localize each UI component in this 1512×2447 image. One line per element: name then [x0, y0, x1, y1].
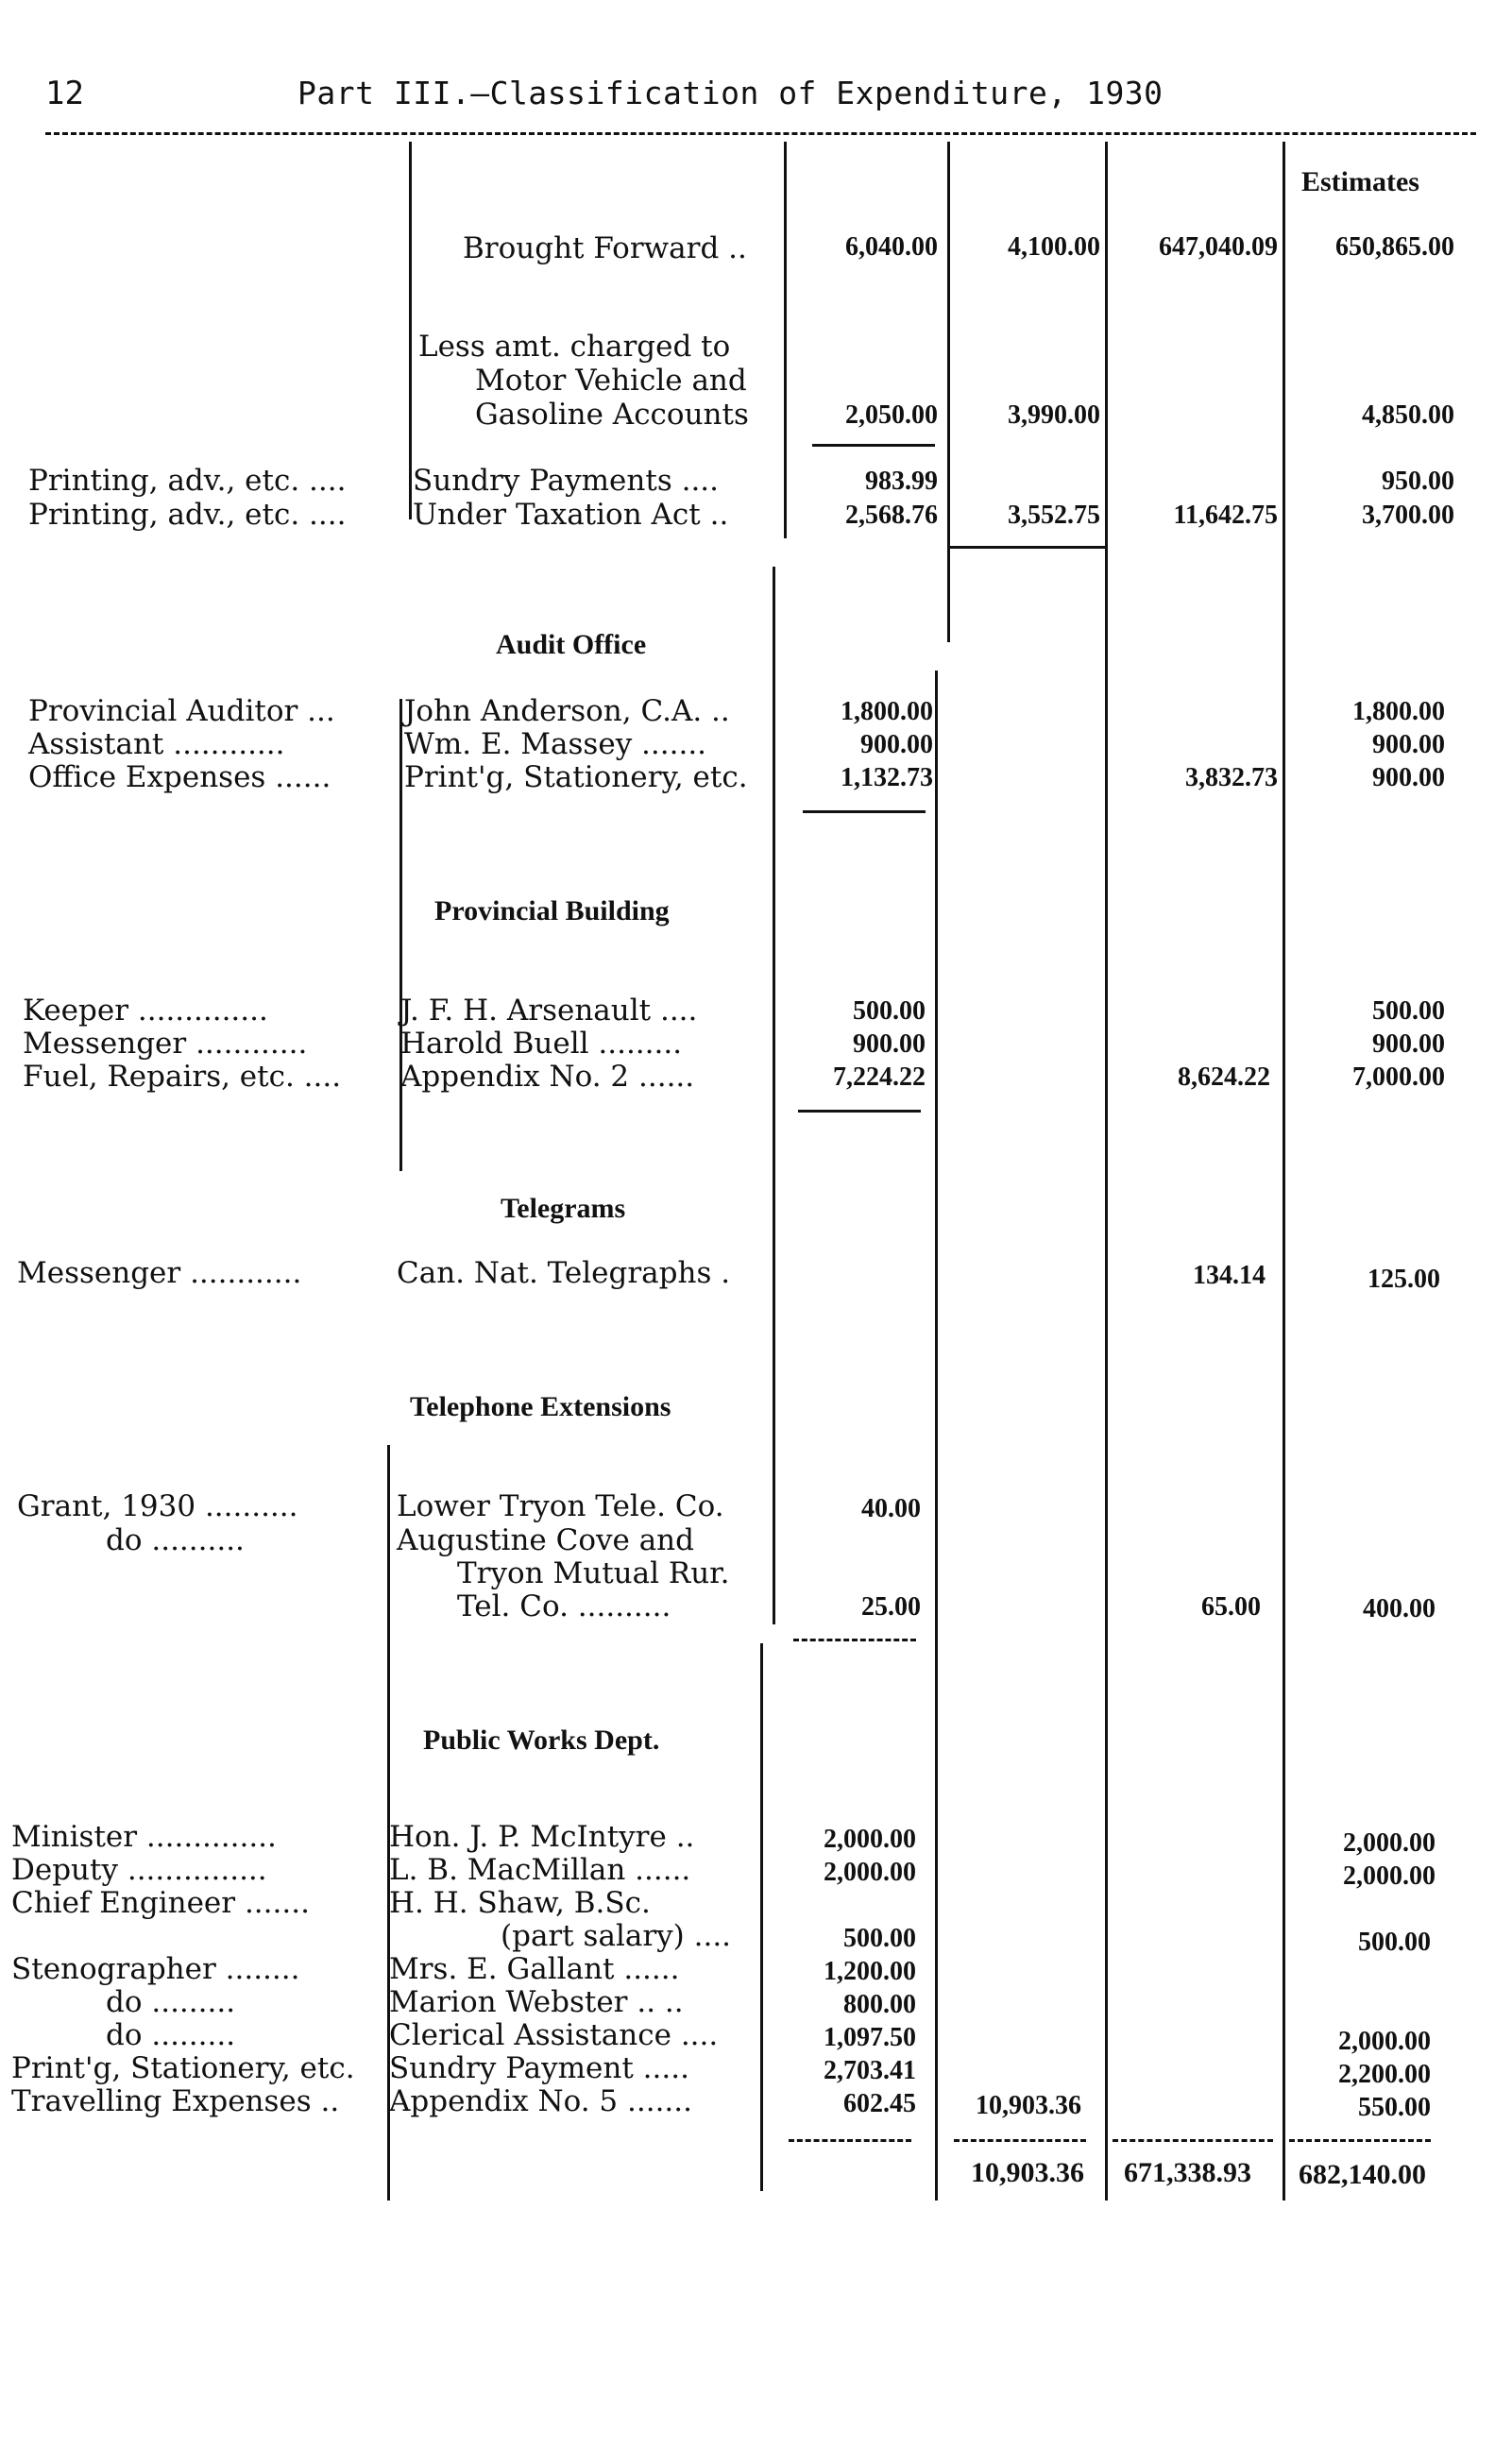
building-row-1-c2: J. F. H. Arsenault .... [400, 994, 698, 1028]
total-c6: 682,140.00 [1299, 2159, 1426, 2190]
tele-row-1-c1: Grant, 1930 .......... [17, 1489, 298, 1523]
audit-row-1-c6: 1,800.00 [1352, 697, 1445, 726]
building-row-2-c1: Messenger ............ [23, 1027, 308, 1061]
printing-row-2-c1: Printing, adv., etc. .... [28, 498, 347, 532]
printing-row-1-c6: 950.00 [1382, 467, 1454, 496]
brought-forward-c3: 6,040.00 [845, 232, 938, 262]
rule-telephone [793, 1639, 916, 1641]
brought-forward-c5: 647,040.09 [1159, 232, 1278, 262]
audit-row-1-c2: John Anderson, C.A. .. [404, 694, 730, 728]
building-row-2-c6: 900.00 [1372, 1029, 1445, 1059]
audit-row-3-c1: Office Expenses ...... [28, 760, 331, 794]
pw-row-7-c6: 2,000.00 [1338, 2027, 1431, 2056]
pw-row-7-c1: do ......... [106, 2018, 236, 2052]
pw-row-7-c2: Clerical Assistance .... [389, 2018, 719, 2052]
printing-row-2-c5: 11,642.75 [1173, 501, 1278, 530]
pw-row-6-c3: 800.00 [843, 1990, 916, 2019]
telegrams-row-1-c1: Messenger ............ [17, 1256, 302, 1290]
building-row-1-c3: 500.00 [853, 996, 926, 1026]
less-amt-c6: 4,850.00 [1362, 400, 1454, 430]
pw-row-3-c2: H. H. Shaw, B.Sc. [389, 1886, 651, 1920]
printing-row-2-c3: 2,568.76 [845, 501, 938, 530]
col-rule-3 [784, 142, 787, 538]
audit-row-2-c2: Wm. E. Massey ....... [404, 727, 707, 761]
col-rule-2b [399, 699, 402, 1171]
pw-row-5-c1: Stenographer ........ [11, 1952, 300, 1986]
printing-row-1-c3: 983.99 [865, 467, 938, 496]
pw-row-4-c3: 500.00 [843, 1924, 916, 1953]
pw-row-1-c2: Hon. J. P. McIntyre .. [389, 1820, 695, 1854]
tele-row-4-c3: 25.00 [861, 1592, 921, 1622]
pw-row-2-c1: Deputy ............... [11, 1853, 267, 1887]
rule-less-amt [812, 444, 935, 447]
pw-row-4-c6: 500.00 [1358, 1928, 1431, 1957]
building-row-3-c6: 7,000.00 [1352, 1062, 1445, 1092]
building-row-3-c1: Fuel, Repairs, etc. .... [23, 1060, 342, 1094]
provincial-building-heading: Provincial Building [434, 895, 670, 926]
pw-row-3-c1: Chief Engineer ....... [11, 1886, 310, 1920]
tele-row-2-c1: do .......... [106, 1523, 245, 1557]
pw-row-7-c3: 1,097.50 [824, 2023, 916, 2052]
less-amt-c3: 2,050.00 [845, 400, 938, 430]
estimates-label: Estimates [1301, 166, 1419, 197]
pw-row-9-c6: 550.00 [1358, 2093, 1431, 2122]
building-row-3-c2: Appendix No. 2 ...... [400, 1060, 695, 1094]
building-row-3-c5: 8,624.22 [1178, 1062, 1270, 1092]
audit-row-2-c3: 900.00 [860, 730, 933, 759]
header-rule [45, 132, 1476, 135]
building-row-2-c2: Harold Buell ......... [400, 1027, 683, 1061]
pw-row-2-c3: 2,000.00 [824, 1858, 916, 1887]
public-works-heading: Public Works Dept. [423, 1725, 660, 1756]
telegrams-row-1-c2: Can. Nat. Telegraphs . [397, 1256, 731, 1290]
pw-row-2-c2: L. B. MacMillan ...... [389, 1853, 691, 1887]
col-rule-4 [947, 142, 950, 642]
rule-totals-c3 [789, 2139, 911, 2142]
telegrams-row-1-c6: 125.00 [1368, 1265, 1440, 1294]
pw-row-8-c1: Print'g, Stationery, etc. [11, 2051, 355, 2085]
audit-row-3-c2: Print'g, Stationery, etc. [404, 760, 748, 794]
pw-row-5-c2: Mrs. E. Gallant ...... [389, 1952, 680, 1986]
total-c5: 671,338.93 [1124, 2157, 1251, 2188]
rule-totals-c6 [1289, 2139, 1431, 2142]
telegrams-heading: Telegrams [501, 1193, 626, 1224]
tele-row-4-c5: 65.00 [1201, 1592, 1261, 1622]
brought-forward-c6: 650,865.00 [1335, 232, 1454, 262]
audit-row-3-c3: 1,132.73 [841, 763, 933, 792]
rule-building [798, 1110, 921, 1113]
printing-row-1-c1: Printing, adv., etc. .... [28, 464, 347, 498]
tele-row-3-c2: Tryon Mutual Rur. [457, 1556, 730, 1590]
printing-row-2-c4: 3,552.75 [1008, 501, 1100, 530]
pw-row-8-c3: 2,703.41 [824, 2056, 916, 2085]
less-amt-c4: 3,990.00 [1008, 400, 1100, 430]
brought-forward-label: Brought Forward .. [463, 231, 747, 265]
pw-row-9-c4: 10,903.36 [976, 2091, 1081, 2120]
building-row-1-c1: Keeper .............. [23, 994, 268, 1028]
telegrams-row-1-c5: 134.14 [1193, 1261, 1266, 1290]
total-c4: 10,903.36 [971, 2157, 1084, 2188]
rule-totals-c4 [954, 2139, 1086, 2142]
pw-row-9-c3: 602.45 [843, 2089, 916, 2118]
pw-row-6-c2: Marion Webster .. .. [389, 1985, 684, 2019]
building-row-1-c6: 500.00 [1372, 996, 1445, 1026]
less-amt-line-2: Motor Vehicle and [475, 364, 747, 398]
tele-row-2-c2: Augustine Cove and [397, 1523, 694, 1557]
col-rule-2 [409, 142, 412, 519]
tele-row-4-c2: Tel. Co. .......... [457, 1589, 671, 1623]
pw-row-6-c1: do ......... [106, 1985, 236, 2019]
pw-row-8-c2: Sundry Payment ..... [389, 2051, 689, 2085]
tele-row-4-c6: 400.00 [1363, 1594, 1436, 1623]
audit-row-2-c6: 900.00 [1372, 730, 1445, 759]
rule-totals-c5 [1113, 2139, 1273, 2142]
printing-row-2-c2: Under Taxation Act .. [413, 498, 729, 532]
audit-row-2-c1: Assistant ............ [28, 727, 285, 761]
pw-row-5-c3: 1,200.00 [824, 1957, 916, 1986]
rule-printing [947, 546, 1108, 549]
pw-row-9-c2: Appendix No. 5 ....... [389, 2084, 692, 2118]
audit-row-1-c1: Provincial Auditor ... [28, 694, 335, 728]
pw-row-9-c1: Travelling Expenses .. [11, 2084, 340, 2118]
pw-row-8-c6: 2,200.00 [1338, 2060, 1431, 2089]
printing-row-1-c2: Sundry Payments .... [413, 464, 720, 498]
tele-row-1-c3: 40.00 [861, 1494, 921, 1523]
rule-audit [803, 810, 926, 813]
audit-row-3-c6: 900.00 [1372, 763, 1445, 792]
building-row-3-c3: 7,224.22 [833, 1062, 926, 1092]
pw-row-4-c2: (part salary) .... [501, 1919, 732, 1953]
col-rule-6 [1283, 142, 1285, 2201]
less-amt-line-1: Less amt. charged to [418, 330, 731, 364]
audit-office-heading: Audit Office [496, 629, 647, 660]
col-rule-5 [1105, 142, 1108, 2201]
pw-row-1-c1: Minister .............. [11, 1820, 277, 1854]
col-rule-4b [935, 671, 938, 2201]
printing-row-2-c6: 3,700.00 [1362, 501, 1454, 530]
audit-row-1-c3: 1,800.00 [841, 697, 933, 726]
building-row-2-c3: 900.00 [853, 1029, 926, 1059]
page-number: 12 [45, 75, 84, 112]
page-title: Part III.—Classification of Expenditure, 1930 [297, 75, 1164, 111]
tele-row-1-c2: Lower Tryon Tele. Co. [397, 1489, 724, 1523]
audit-row-3-c5: 3,832.73 [1185, 763, 1278, 792]
brought-forward-c4: 4,100.00 [1008, 232, 1100, 262]
pw-row-2-c6: 2,000.00 [1343, 1861, 1436, 1891]
telephone-extensions-heading: Telephone Extensions [410, 1391, 671, 1422]
col-rule-3b [773, 567, 775, 1624]
pw-row-1-c6: 2,000.00 [1343, 1828, 1436, 1858]
less-amt-line-3: Gasoline Accounts [475, 398, 749, 432]
pw-row-1-c3: 2,000.00 [824, 1825, 916, 1854]
